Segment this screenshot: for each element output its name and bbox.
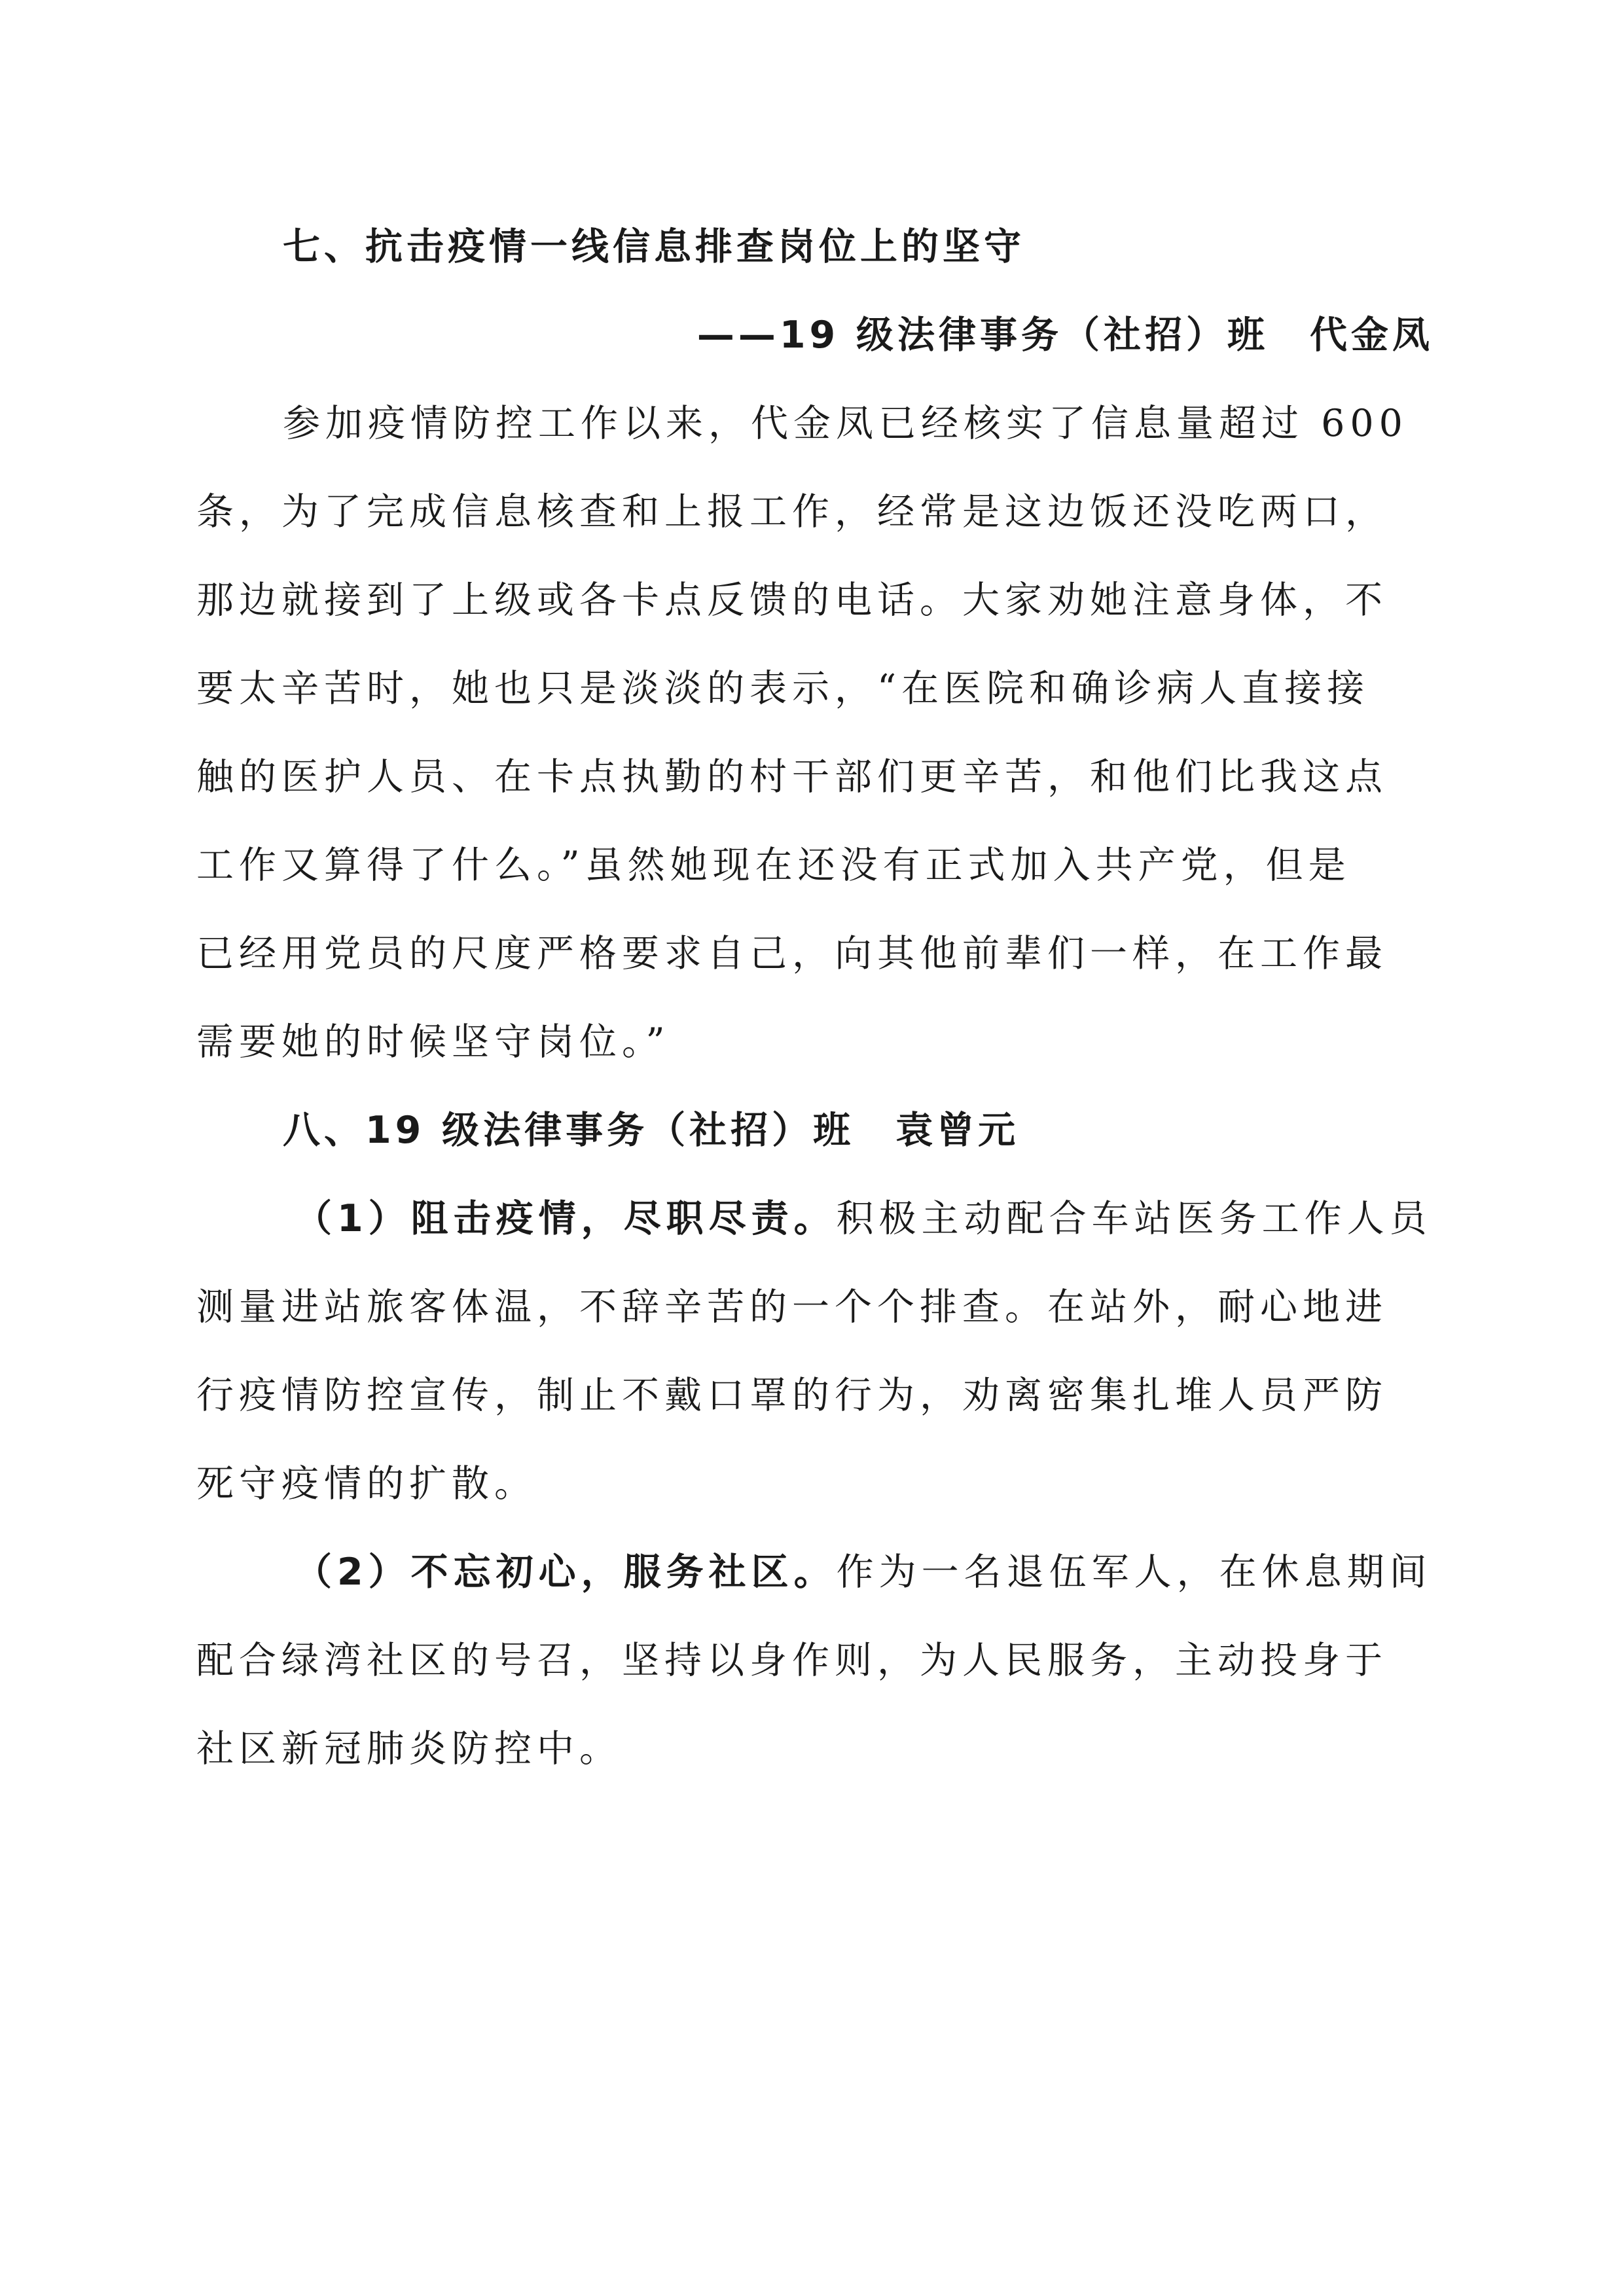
paragraph-line: 触的医护人员、在卡点执勤的村干部们更辛苦，和他们比我这点 (196, 755, 1388, 798)
paragraph-line: 行疫情防控宣传，制止不戴口罩的行为，劝离密集扎堆人员严防 (196, 1374, 1388, 1417)
section8-heading: 八、19 级法律事务（社招）班 袁曾元 (283, 1109, 1020, 1152)
paragraph-line: 条，为了完成信息核查和上报工作，经常是这边饭还没吃两口， (196, 490, 1388, 533)
paragraph-line: 测量进站旅客体温，不辞辛苦的一个个排查。在站外，耐心地进 (196, 1285, 1388, 1329)
paragraph-line: 要太辛苦时，她也只是淡淡的表示，“在医院和确诊病人直接接 (196, 667, 1370, 710)
paragraph-line: 已经用党员的尺度严格要求自己，向其他前辈们一样，在工作最 (196, 932, 1388, 975)
paragraph-line: 工作又算得了什么。”虽然她现在还没有正式加入共产党，但是 (196, 844, 1351, 887)
item2-lead: （2）不忘初心，服务社区。 (295, 1551, 837, 1594)
section7-heading: 七、抗击疫情一线信息排查岗位上的坚守 (283, 225, 1025, 268)
paragraph-line: 社区新冠肺炎防控中。 (196, 1727, 622, 1770)
paragraph-line: 需要她的时候坚守岗位。” (196, 1020, 670, 1064)
document-page (196, 203, 1434, 1793)
section8-item2 (196, 1528, 1434, 1793)
section8-item1 (196, 1175, 1434, 1528)
item1-first-line (196, 1175, 1434, 1263)
paragraph-line: 参加疫情防控工作以来，代金凤已经核实了信息量超过 600 (283, 402, 1408, 445)
paragraph-line: 那边就接到了上级或各卡点反馈的电话。大家劝她注意身体，不 (196, 579, 1388, 622)
section7-paragraph (196, 380, 1434, 1086)
item2-first-line (196, 1528, 1434, 1617)
item1-lead: （1）阻击疫情，尽职尽责。 (295, 1197, 837, 1240)
paragraph-line: 配合绿湾社区的号召，坚持以身作则，为人民服务，主动投身于 (196, 1639, 1388, 1682)
item1-first-rest: 积极主动配合车站医务工作人员 (836, 1197, 1432, 1240)
section7-byline: ——19 级法律事务（社招）班 代金凤 (696, 314, 1434, 357)
item2-first-rest: 作为一名退伍军人，在休息期间 (836, 1551, 1432, 1594)
paragraph-line: 死守疫情的扩散。 (196, 1462, 537, 1505)
